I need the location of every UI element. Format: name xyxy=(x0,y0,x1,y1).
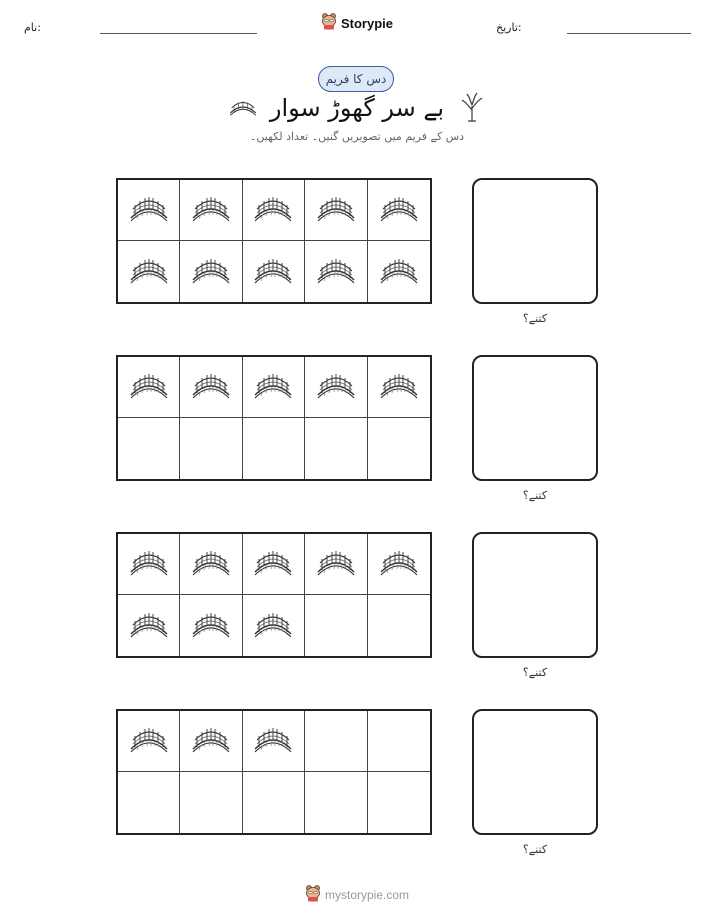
bridge-icon xyxy=(314,369,358,405)
ten-frame-cell xyxy=(305,595,367,656)
ten-frame-cell xyxy=(243,711,305,772)
ten-frame-cell xyxy=(243,180,305,241)
ten-frame xyxy=(116,532,432,658)
how-many-label: کتنے؟ xyxy=(522,666,548,679)
ten-frame-cell xyxy=(180,595,242,656)
ten-frame-cell xyxy=(305,180,367,241)
ten-frame-cell xyxy=(368,534,430,595)
ten-frame-cell xyxy=(180,772,242,833)
bridge-icon xyxy=(314,192,358,228)
bridge-icon xyxy=(127,369,171,405)
footer-url: mystorypie.com xyxy=(324,888,410,902)
answer-box[interactable] xyxy=(472,178,598,304)
bridge-icon xyxy=(251,546,295,582)
bridge-icon xyxy=(251,254,295,290)
ten-frame-cell xyxy=(368,418,430,479)
ten-frame-cell xyxy=(118,418,180,479)
ten-frame-cell xyxy=(243,418,305,479)
ten-frame-cell xyxy=(180,418,242,479)
ten-frame xyxy=(116,709,432,835)
ten-frame-cell xyxy=(118,357,180,418)
ten-frame-cell xyxy=(180,357,242,418)
bridge-icon xyxy=(251,723,295,759)
bridge-icon xyxy=(189,546,233,582)
instructions: دس کے فریم میں تصویریں گنیں۔ تعداد لکھیں۔ xyxy=(249,130,465,143)
bridge-icon xyxy=(127,192,171,228)
bridge-icon xyxy=(127,254,171,290)
ten-frame-cell xyxy=(118,241,180,302)
ten-frame-cell xyxy=(180,241,242,302)
ten-frame-cell xyxy=(305,772,367,833)
ten-frame-cell xyxy=(305,534,367,595)
bridge-icon xyxy=(377,546,421,582)
how-many-label: کتنے؟ xyxy=(522,843,548,856)
ten-frame-cell xyxy=(243,357,305,418)
how-many-label: کتنے؟ xyxy=(522,489,548,502)
title-tree-icon xyxy=(458,92,486,126)
ten-frame-cell xyxy=(243,534,305,595)
ten-frame-cell xyxy=(180,711,242,772)
brand-name: Storypie xyxy=(340,15,393,31)
bridge-icon xyxy=(251,608,295,644)
bridge-icon xyxy=(377,192,421,228)
bridge-icon xyxy=(251,369,295,405)
storypie-mascot-icon xyxy=(321,12,337,34)
ten-frame-cell xyxy=(118,595,180,656)
bridge-icon xyxy=(314,546,358,582)
ten-frame-cell xyxy=(368,772,430,833)
bridge-icon xyxy=(189,608,233,644)
bridge-icon xyxy=(189,254,233,290)
ten-frame-cell xyxy=(180,180,242,241)
answer-box[interactable] xyxy=(472,709,598,835)
bridge-icon xyxy=(189,723,233,759)
answer-box[interactable] xyxy=(472,355,598,481)
ten-frame-cell xyxy=(118,711,180,772)
ten-frame-cell xyxy=(305,418,367,479)
ten-frame xyxy=(116,355,432,481)
ten-frame xyxy=(116,178,432,304)
worksheet-title: بے سر گھوڑ سوار xyxy=(269,94,445,122)
ten-frame-cell xyxy=(180,534,242,595)
bridge-icon xyxy=(377,369,421,405)
ten-frame-cell xyxy=(305,241,367,302)
bridge-icon xyxy=(251,192,295,228)
brand-logo xyxy=(0,12,714,34)
date-label: تاریخ: xyxy=(496,21,522,34)
ten-frame-cell xyxy=(118,180,180,241)
answer-box[interactable] xyxy=(472,532,598,658)
ten-frame-cell xyxy=(368,357,430,418)
footer xyxy=(0,884,714,906)
ten-frame-cell xyxy=(243,595,305,656)
worksheet-type-badge: دس کا فریم xyxy=(318,66,394,92)
ten-frame-cell xyxy=(368,711,430,772)
name-label: نام: xyxy=(24,21,41,34)
bridge-icon xyxy=(127,723,171,759)
how-many-label: کتنے؟ xyxy=(522,312,548,325)
ten-frame-cell xyxy=(368,241,430,302)
ten-frame-cell xyxy=(305,357,367,418)
bridge-icon xyxy=(189,192,233,228)
ten-frame-cell xyxy=(243,241,305,302)
bridge-icon xyxy=(314,254,358,290)
bridge-icon xyxy=(189,369,233,405)
ten-frame-cell xyxy=(243,772,305,833)
storypie-mascot-icon xyxy=(305,884,321,906)
ten-frame-cell xyxy=(368,595,430,656)
ten-frame-cell xyxy=(118,534,180,595)
ten-frame-cell xyxy=(305,711,367,772)
bridge-icon xyxy=(127,608,171,644)
bridge-icon xyxy=(127,546,171,582)
bridge-icon xyxy=(377,254,421,290)
ten-frame-cell xyxy=(368,180,430,241)
ten-frame-cell xyxy=(118,772,180,833)
